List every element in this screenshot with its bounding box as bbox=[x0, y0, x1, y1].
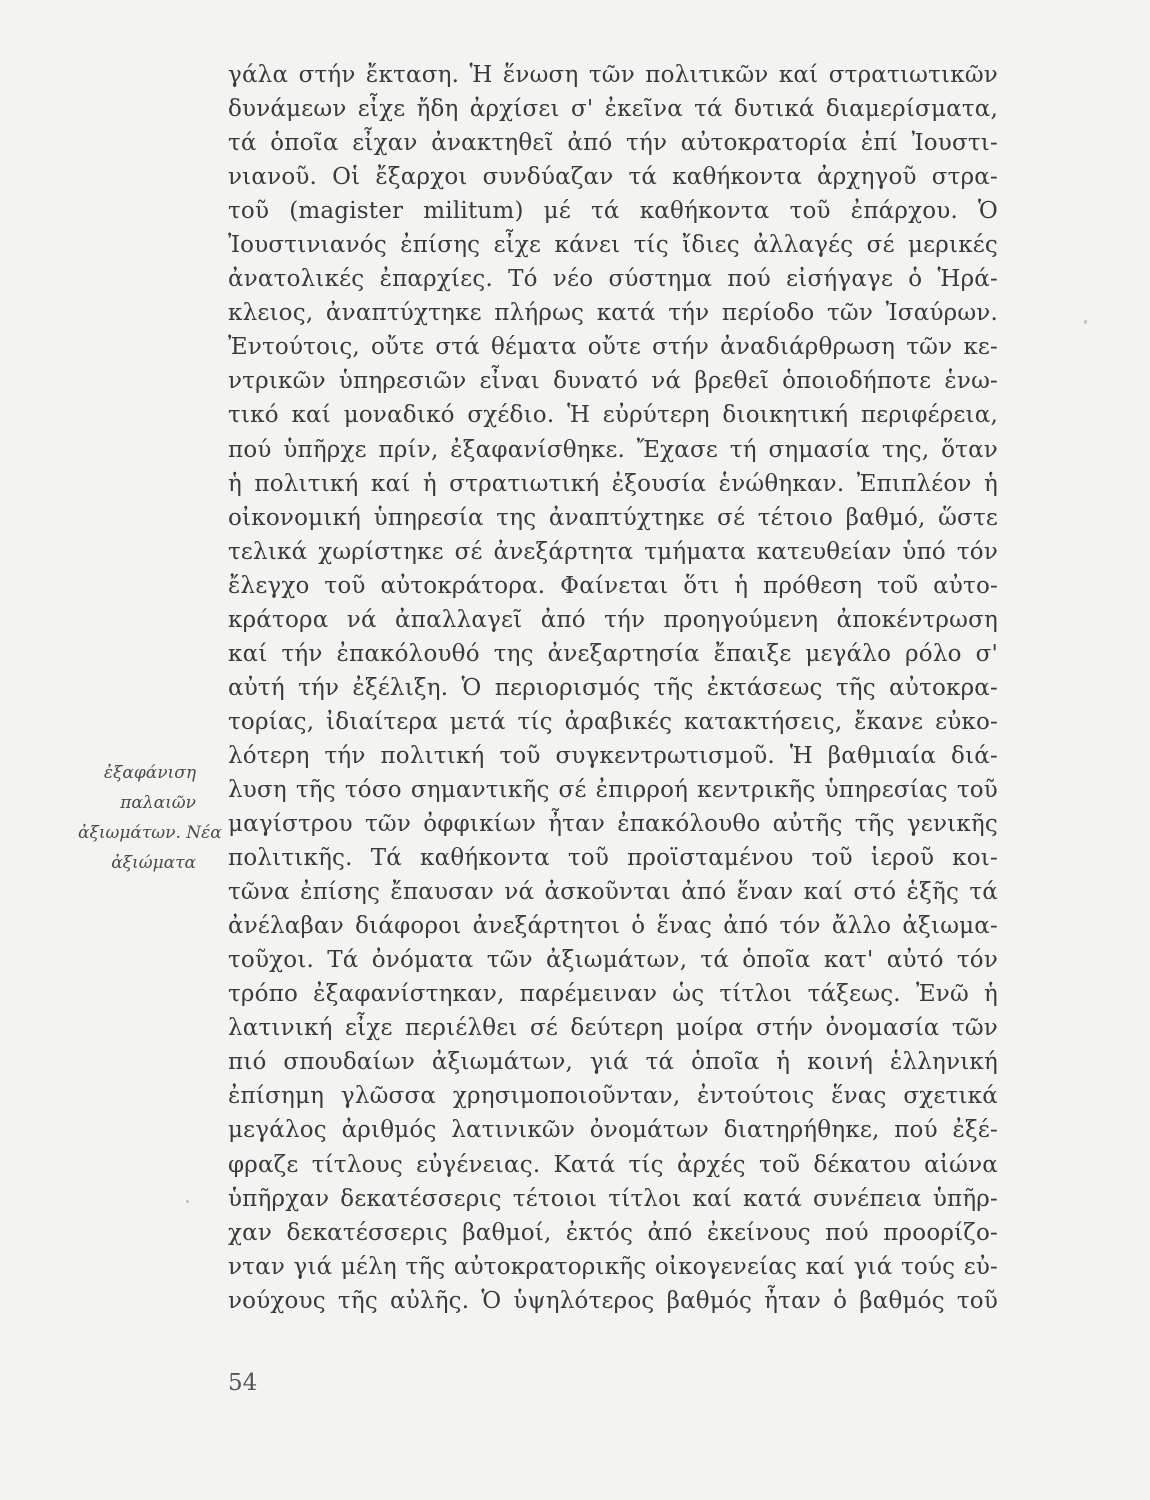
text-line: φραζε τίτλους εὐγένειας. Κατά τίς ἀρχές τοῦ δέκατου αἰώνα bbox=[228, 1151, 998, 1178]
text-line: τά ὁποῖα εἶχαν ἀνακτηθεῖ ἀπό τήν αὐτοκρατορία ἐπί Ἰουστι- bbox=[228, 130, 998, 157]
text-line: ἐπίσημη γλῶσσα χρησιμοποιοῦνταν, ἐντούτοις ἕνας σχετικά bbox=[228, 1083, 998, 1110]
page-number: 54 bbox=[228, 1370, 258, 1396]
text-line: ἔλεγχο τοῦ αὐτοκράτορα. Φαίνεται ὅτι ἡ πρόθεση τοῦ αὐτο- bbox=[228, 572, 998, 599]
paper-speck bbox=[1084, 320, 1087, 324]
text-line: τοῦχοι. Τά ὀνόματα τῶν ἀξιωμάτων, τά ὁποῖα κατ' αὐτό τόν bbox=[228, 947, 998, 974]
text-line: τορίας, ἰδιαίτερα μετά τίς ἀραβικές κατακτήσεις, ἔκανε εὐκο- bbox=[228, 708, 998, 735]
text-line: κράτορα νά ἀπαλλαγεῖ ἀπό τήν προηγούμενη ἀποκέντρωση bbox=[228, 606, 998, 633]
text-line: πιό σπουδαίων ἀξιωμάτων, γιά τά ὁποῖα ἡ κοινή ἑλληνική bbox=[228, 1049, 998, 1076]
text-line: νταν γιά μέλη τῆς αὐτοκρατορικῆς οἰκογενείας καί γιά τούς εὐ- bbox=[228, 1253, 998, 1280]
text-line: Ἰουστινιανός ἐπίσης εἶχε κάνει τίς ἴδιες ἀλλαγές σέ μερικές bbox=[228, 232, 998, 259]
text-line: καί τήν ἐπακόλουθό της ἀνεξαρτησία ἔπαιξε μεγάλο ρόλο σ' bbox=[228, 640, 998, 667]
text-line: οἰκονομική ὑπηρεσία της ἀναπτύχτηκε σέ τέτοιο βαθμό, ὥστε bbox=[228, 504, 998, 531]
text-line: λατινική εἶχε περιέλθει σέ δεύτερη μοίρα στήν ὀνομασία τῶν bbox=[228, 1015, 998, 1042]
text-line: λυση τῆς τόσο σημαντικῆς σέ ἐπιρροή κεντρικῆς ὑπηρεσίας τοῦ bbox=[228, 776, 998, 803]
body-text bbox=[228, 58, 998, 1318]
margin-note-line: παλαιῶν bbox=[120, 793, 196, 813]
text-line: γάλα στήν ἔκταση. Ἡ ἕνωση τῶν πολιτικῶν καί στρατιωτικῶν bbox=[228, 62, 998, 88]
margin-note-line: ἀξιώματα bbox=[111, 853, 196, 873]
text-line: τικό καί μοναδικό σχέδιο. Ἡ εὐρύτερη διοικητική περιφέρεια, bbox=[228, 402, 998, 429]
text-line: νούχους τῆς αὐλῆς. Ὁ ὑψηλότερος βαθμός ἦταν ὁ βαθμός τοῦ bbox=[228, 1287, 998, 1314]
text-line: ὑπῆρχαν δεκατέσσερις τέτοιοι τίτλοι καί κατά συνέπεια ὑπῆρ- bbox=[228, 1185, 998, 1212]
margin-note-line: ἐξαφάνιση bbox=[103, 763, 196, 783]
text-line: τρόπο ἐξαφανίστηκαν, παρέμειναν ὡς τίτλοι τάξεως. Ἐνῶ ἡ bbox=[228, 981, 998, 1008]
text-line: αὐτή τήν ἐξέλιξη. Ὁ περιορισμός τῆς ἐκτάσεως τῆς αὐτοκρα- bbox=[228, 674, 998, 701]
text-line: τελικά χωρίστηκε σέ ἀνεξάρτητα τμήματα κατευθείαν ὑπό τόν bbox=[228, 538, 998, 565]
text-line: τῶνα ἐπίσης ἔπαυσαν νά ἀσκοῦνται ἀπό ἕναν καί στό ἑξῆς τά bbox=[228, 879, 998, 906]
margin-note-line: ἀξιωμάτων. Νέα bbox=[78, 823, 222, 843]
text-line: τοῦ (magister militum) μέ τά καθήκοντα τοῦ ἐπάρχου. Ὁ bbox=[228, 198, 998, 225]
text-line: δυνάμεων εἶχε ἤδη ἀρχίσει σ' ἐκεῖνα τά δυτικά διαμερίσματα, bbox=[228, 96, 998, 123]
text-line: Ἐντούτοις, οὔτε στά θέματα οὔτε στήν ἀναδιάρθρωση τῶν κε- bbox=[228, 334, 998, 361]
text-line: μεγάλος ἀριθμός λατινικῶν ὀνομάτων διατηρήθηκε, πού ἐξέ- bbox=[228, 1117, 998, 1144]
text-line: ντρικῶν ὑπηρεσιῶν εἶναι δυνατό νά βρεθεῖ ὁποιοδήποτε ἑνω- bbox=[228, 368, 998, 395]
text-line: μαγίστρου τῶν ὀφφικίων ἦταν ἐπακόλουθο αὐτῆς τῆς γενικῆς bbox=[228, 811, 998, 838]
text-line: χαν δεκατέσσερις βαθμοί, ἐκτός ἀπό ἐκείνους πού προορίζο- bbox=[228, 1219, 998, 1246]
text-line: νιανοῦ. Οἱ ἔξαρχοι συνδύαζαν τά καθήκοντα ἀρχηγοῦ στρα- bbox=[228, 164, 998, 191]
text-line: πολιτικῆς. Τά καθήκοντα τοῦ προϊσταμένου τοῦ ἱεροῦ κοι- bbox=[228, 845, 998, 872]
margin-note bbox=[78, 758, 222, 878]
paper-speck bbox=[186, 1200, 189, 1203]
text-line: ἀνατολικές ἐπαρχίες. Τό νέο σύστημα πού εἰσήγαγε ὁ Ἡρά- bbox=[228, 266, 998, 293]
text-line: κλειος, ἀναπτύχτηκε πλήρως κατά τήν περίοδο τῶν Ἰσαύρων. bbox=[228, 300, 998, 327]
text-line: ἀνέλαβαν διάφοροι ἀνεξάρτητοι ὁ ἕνας ἀπό τόν ἄλλο ἀξιωμα- bbox=[228, 913, 998, 940]
text-line: πού ὑπῆρχε πρίν, ἐξαφανίσθηκε. Ἔχασε τή σημασία της, ὅταν bbox=[228, 436, 998, 463]
text-line: ἡ πολιτική καί ἡ στρατιωτική ἐξουσία ἑνώθηκαν. Ἐπιπλέον ἡ bbox=[228, 470, 998, 497]
text-line: λότερη τήν πολιτική τοῦ συγκεντρωτισμοῦ. Ἡ βαθμιαία διά- bbox=[228, 742, 998, 769]
